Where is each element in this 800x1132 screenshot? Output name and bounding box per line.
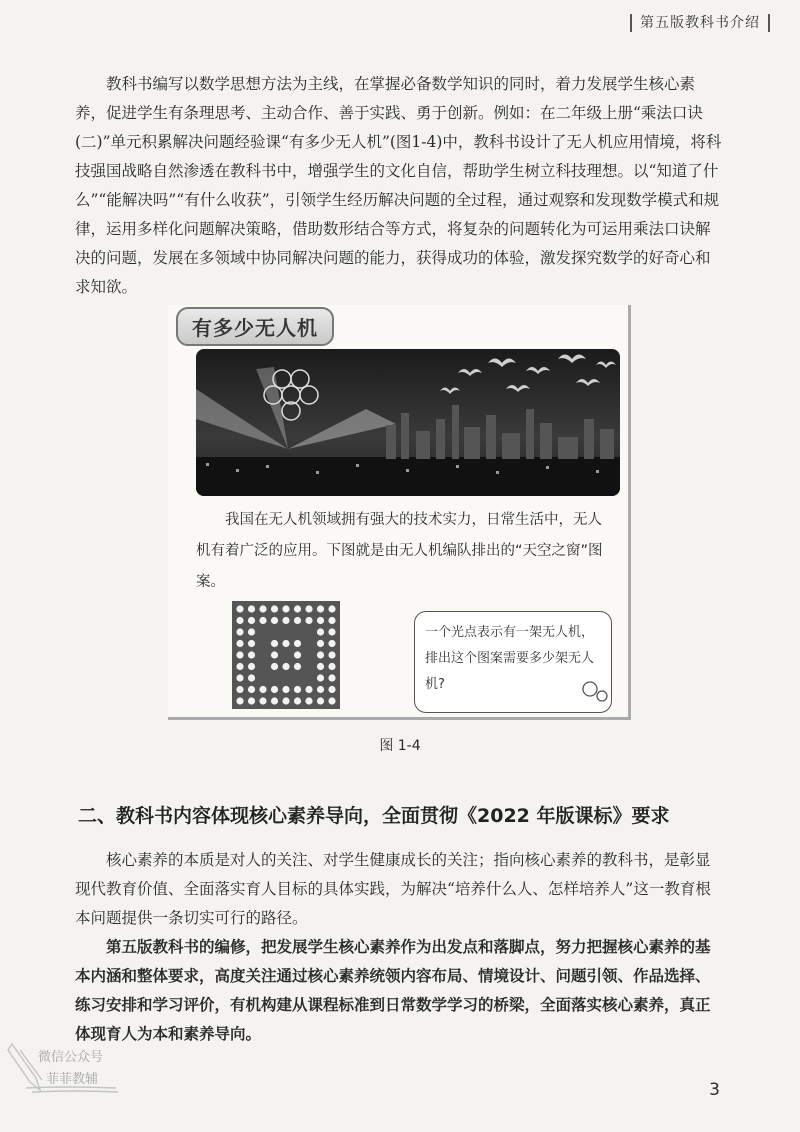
light-dot: [328, 628, 335, 635]
light-dot: [294, 617, 301, 624]
light-dot: [317, 674, 324, 681]
light-dot: [236, 674, 243, 681]
light-dot: [271, 605, 278, 612]
light-dot: [282, 617, 289, 624]
light-dot: [317, 663, 324, 670]
light-dot: [317, 628, 324, 635]
light-dot: [248, 628, 255, 635]
bubble-tail-icon: [580, 679, 612, 705]
light-dot: [317, 651, 324, 658]
watermark-line-2: 菲菲教辅: [46, 1072, 99, 1087]
light-dot: [271, 640, 278, 647]
light-dot: [294, 663, 301, 670]
light-dot: [248, 605, 255, 612]
watermark: [6, 1038, 124, 1096]
light-dot: [271, 697, 278, 704]
light-dot: [259, 686, 266, 693]
light-dot: [317, 697, 324, 704]
light-dot: [236, 605, 243, 612]
textbook-figure: [168, 305, 631, 720]
light-dot: [282, 697, 289, 704]
light-dot: [294, 686, 301, 693]
section-paragraph-1: 核心素养的本质是对人的关注、对学生健康成长的关注；指向核心素养的教科书，是彰显现代教育价值、全面落实育人目标的具体实践，为解决“培养什么人、怎样培养人”这一教育根本问题提供一条切实可行的路径。: [75, 851, 711, 927]
light-dot: [236, 697, 243, 704]
section-paragraph-2: 第五版教科书的编修，把发展学生核心素养作为出发点和落脚点，努力把握核心素养的基本内涵和整体要求，高度关注通过核心素养统领内容布局、情境设计、问题引领、作品选择、练习安排和学习评价，有机构建从课程标准到日常数学学习的桥梁，全面落实核心素养，真正体现育人为本和素养导向。: [75, 937, 711, 1043]
light-dot: [282, 640, 289, 647]
light-dot: [236, 628, 243, 635]
light-dot: [248, 674, 255, 681]
light-dot: [248, 651, 255, 658]
light-dot: [236, 640, 243, 647]
light-dot: [305, 697, 312, 704]
light-dot: [328, 651, 335, 658]
light-dot: [305, 617, 312, 624]
light-dot: [236, 686, 243, 693]
light-dot: [271, 651, 278, 658]
light-dot: [259, 617, 266, 624]
light-dot: [294, 651, 301, 658]
drone-show-photo: [196, 349, 620, 496]
light-dot: [328, 640, 335, 647]
light-dot: [328, 674, 335, 681]
figure-caption: 图 1-4: [379, 738, 421, 754]
light-dot: [259, 605, 266, 612]
light-dot: [305, 605, 312, 612]
light-dot: [328, 663, 335, 670]
light-dot: [248, 686, 255, 693]
light-dot: [271, 686, 278, 693]
light-dot: [236, 617, 243, 624]
light-dot: [294, 605, 301, 612]
light-dot: [317, 686, 324, 693]
watermark-line-1: 微信公众号: [38, 1050, 104, 1065]
light-dot: [328, 617, 335, 624]
light-dot: [248, 663, 255, 670]
section-header-label: 第五版教科书介绍: [630, 14, 770, 32]
light-dot: [248, 640, 255, 647]
intro-paragraph: 教科书编写以数学思想方法为主线，在掌握必备数学知识的同时，着力发展学生核心素养，促进学生有条理思考、主动合作、善于实践、勇于创新。例如：在二年级上册“乘法口诀(二)”单元积累解决问题经验课“有多少无人机”(图1-4)中，教科书设计了无人机应用情境，将科技强国战略自然渗透在教科书中，增强学生的文化自信，帮助学生树立科技理想。以“知道了什么”“能解决吗”“有什么收获”，引领学生经历解决问题的全过程，通过观察和发现数学模式和规律，运用多样化问题解决策略，借助数形结合等方式，将复杂的问题转化为可运用乘法口诀解决的问题，发展在多领域中协同解决问题的能力，获得成功的体验，激发探究数学的好奇心和求知欲。: [75, 75, 722, 296]
light-dot: [328, 697, 335, 704]
figure-title: 有多少无人机: [176, 307, 334, 346]
light-dot: [282, 663, 289, 670]
light-dot: [248, 697, 255, 704]
light-dot: [271, 617, 278, 624]
figure-description: 我国在无人机领域拥有强大的技术实力，日常生活中，无人机有着广泛的应用。下图就是由无人机编队排出的“天空之窗”图案。: [196, 512, 603, 590]
light-dot: [236, 663, 243, 670]
light-dot: [248, 617, 255, 624]
sky-window-dot-pattern: [232, 601, 340, 709]
light-dot: [294, 640, 301, 647]
light-dot: [317, 640, 324, 647]
light-dot: [259, 697, 266, 704]
light-dot: [317, 617, 324, 624]
light-dot: [317, 605, 324, 612]
light-dot: [328, 686, 335, 693]
speech-bubble-text: 一个光点表示有一架无人机，排出这个图案需要多少架无人机?: [425, 625, 595, 692]
section-heading: 二、教科书内容体现核心素养导向，全面贯彻《2022 年版课标》要求: [78, 805, 670, 827]
page-number: 3: [709, 1080, 720, 1100]
light-dot: [282, 605, 289, 612]
light-dot: [294, 697, 301, 704]
light-dot: [236, 651, 243, 658]
light-dot: [282, 686, 289, 693]
light-dot: [305, 686, 312, 693]
light-dot: [271, 663, 278, 670]
light-dot: [328, 605, 335, 612]
